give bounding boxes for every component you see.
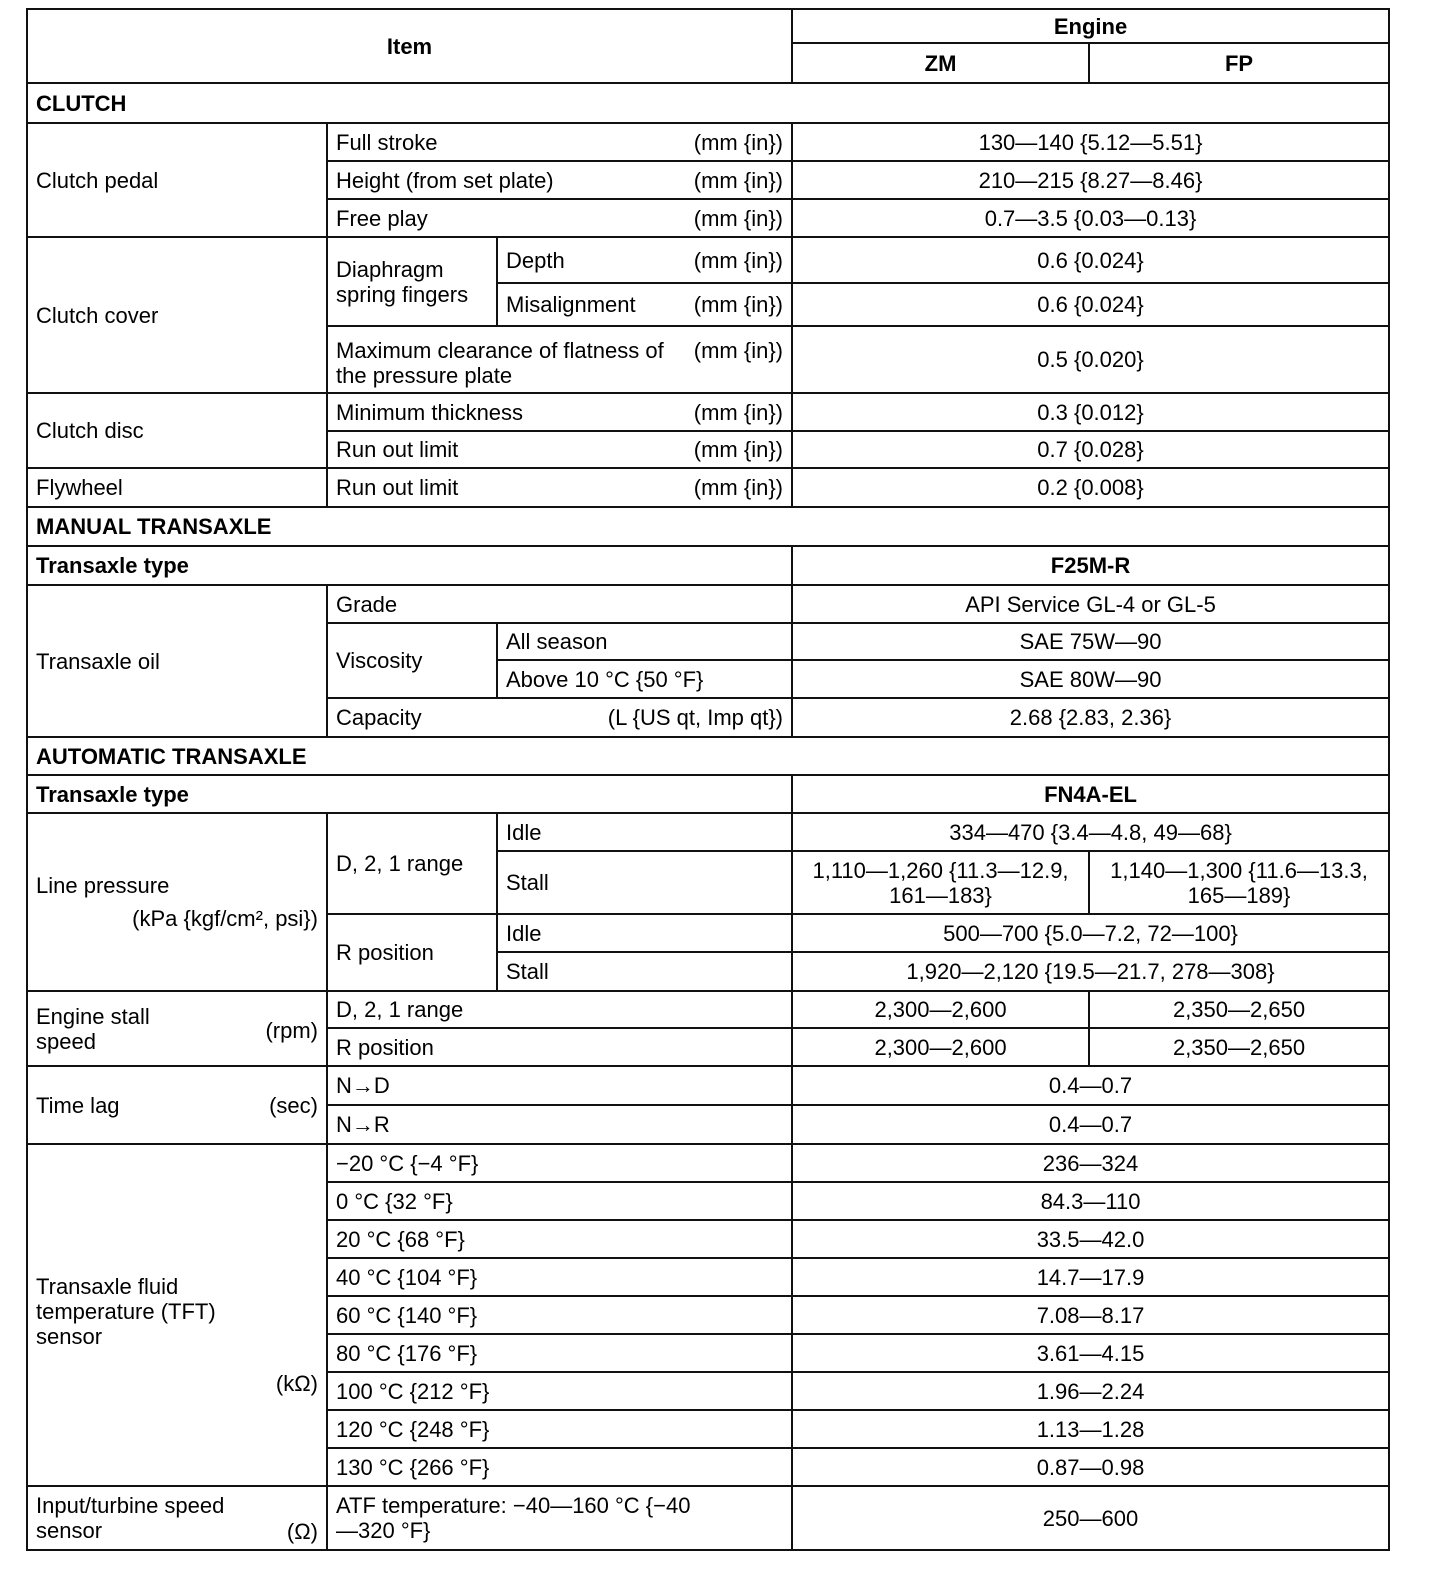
spec-value: 2.68 {2.83, 2.36} bbox=[792, 698, 1389, 737]
spec-unit: (sec) bbox=[269, 1092, 318, 1118]
table-cell bbox=[497, 237, 792, 283]
spec-value-zm: 2,300—2,600 bbox=[792, 991, 1089, 1028]
transaxle-type-label: Transaxle type bbox=[27, 546, 792, 585]
spec-value: 1,920—2,120 {19.5—21.7, 278—308} bbox=[792, 952, 1389, 991]
spec-label: Depth bbox=[506, 247, 565, 273]
transaxle-type-label: Transaxle type bbox=[27, 775, 792, 813]
spec-unit: (mm {in}) bbox=[693, 399, 784, 425]
transaxle-type-value: F25M-R bbox=[792, 546, 1389, 585]
spec-label: Idle bbox=[497, 914, 792, 952]
spec-unit: (kΩ) bbox=[275, 1371, 318, 1396]
spec-name bbox=[327, 123, 792, 161]
line-pressure-cell bbox=[27, 813, 327, 991]
spec-value: 84.3—110 bbox=[792, 1182, 1389, 1220]
spec-value: 236—324 bbox=[792, 1144, 1389, 1182]
spec-value-fp: 1,140—1,300 {11.6—13.3, 165—189} bbox=[1089, 851, 1389, 914]
spec-unit: (rpm) bbox=[265, 1017, 318, 1043]
clutch-disc-label: Clutch disc bbox=[27, 393, 327, 468]
spec-value: 130—140 {5.12—5.51} bbox=[792, 123, 1389, 161]
specification-table bbox=[26, 8, 1390, 1551]
spec-value: SAE 75W—90 bbox=[792, 623, 1389, 660]
spec-unit: (mm {in}) bbox=[693, 292, 784, 317]
spec-label: Stall bbox=[497, 952, 792, 991]
spec-value: SAE 80W—90 bbox=[792, 660, 1389, 698]
spec-label: 0 °C {32 °F} bbox=[327, 1182, 792, 1220]
spec-value: 0.4—0.7 bbox=[792, 1066, 1389, 1105]
spec-unit: (mm {in}) bbox=[693, 437, 784, 462]
spec-unit: (Ω) bbox=[286, 1518, 318, 1544]
spec-label: 120 °C {248 °F} bbox=[327, 1410, 792, 1448]
time-lag-label: Time lag bbox=[36, 1092, 120, 1118]
spec-value: 0.4—0.7 bbox=[792, 1105, 1389, 1144]
spec-label: Run out limit bbox=[336, 437, 459, 462]
spec-label: Full stroke bbox=[336, 129, 438, 155]
spec-value-zm: 2,300—2,600 bbox=[792, 1028, 1089, 1066]
transaxle-oil-label: Transaxle oil bbox=[27, 585, 327, 737]
table-cell bbox=[327, 199, 792, 237]
spec-unit: (mm {in}) bbox=[693, 129, 784, 155]
spec-value-fp: 2,350—2,650 bbox=[1089, 991, 1389, 1028]
line-pressure-unit: (kPa {kgf/cm², psi}) bbox=[132, 906, 318, 931]
spec-label: 20 °C {68 °F} bbox=[327, 1220, 792, 1258]
flywheel-label: Flywheel bbox=[27, 468, 327, 507]
spec-label: Maximum clearance of flatness of the pressure plate bbox=[336, 338, 664, 388]
spec-unit: (mm {in}) bbox=[693, 167, 784, 193]
turbine-cell bbox=[27, 1486, 327, 1550]
table-cell bbox=[327, 431, 792, 468]
table-cell bbox=[497, 283, 792, 326]
spec-label: 40 °C {104 °F} bbox=[327, 1258, 792, 1296]
table-cell bbox=[327, 1486, 792, 1550]
line-pressure-label: Line pressure bbox=[36, 873, 170, 898]
spec-unit: (mm {in}) bbox=[693, 475, 784, 500]
clutch-cover-label: Clutch cover bbox=[27, 237, 327, 393]
d21-range-label: D, 2, 1 range bbox=[327, 813, 497, 914]
table-cell bbox=[327, 393, 792, 431]
viscosity-label: Viscosity bbox=[327, 623, 497, 698]
spec-value-fp: 2,350—2,650 bbox=[1089, 1028, 1389, 1066]
spec-value: 7.08—8.17 bbox=[792, 1296, 1389, 1334]
clutch-pedal-label: Clutch pedal bbox=[27, 123, 327, 237]
spec-value: 0.6 {0.024} bbox=[792, 237, 1389, 283]
spec-value: 1.96—2.24 bbox=[792, 1372, 1389, 1410]
spec-value: 500—700 {5.0—7.2, 72—100} bbox=[792, 914, 1389, 952]
stall-speed-label: Engine stall speed bbox=[36, 1003, 150, 1054]
spec-value: API Service GL-4 or GL-5 bbox=[792, 585, 1389, 623]
spec-value: 210—215 {8.27—8.46} bbox=[792, 161, 1389, 199]
transaxle-type-value: FN4A-EL bbox=[792, 775, 1389, 813]
spec-label: Run out limit bbox=[336, 475, 459, 500]
spec-label: N→D bbox=[327, 1066, 792, 1105]
spec-value: 0.7 {0.028} bbox=[792, 431, 1389, 468]
header-fp: FP bbox=[1089, 43, 1389, 83]
spec-label: −20 °C {−4 °F} bbox=[327, 1144, 792, 1182]
spec-unit: (mm {in}) bbox=[693, 247, 784, 273]
spec-value: 0.7—3.5 {0.03—0.13} bbox=[792, 199, 1389, 237]
table-cell bbox=[327, 468, 792, 507]
section-automatic-transaxle: AUTOMATIC TRANSAXLE bbox=[27, 737, 1389, 775]
spec-label: 60 °C {140 °F} bbox=[327, 1296, 792, 1334]
spec-value: 334—470 {3.4—4.8, 49—68} bbox=[792, 813, 1389, 851]
spec-label: 100 °C {212 °F} bbox=[327, 1372, 792, 1410]
r-position-label: R position bbox=[327, 914, 497, 991]
spec-label: 130 °C {266 °F} bbox=[327, 1448, 792, 1486]
spec-label: Height (from set plate) bbox=[336, 167, 554, 193]
spec-label: Idle bbox=[497, 813, 792, 851]
spec-label: Grade bbox=[327, 585, 792, 623]
spec-label: Stall bbox=[497, 851, 792, 914]
spec-label: Above 10 °C {50 °F} bbox=[497, 660, 792, 698]
spec-label: All season bbox=[497, 623, 792, 660]
spec-label: Minimum thickness bbox=[336, 399, 524, 425]
spec-value: 3.61—4.15 bbox=[792, 1334, 1389, 1372]
spec-label: Misalignment bbox=[506, 292, 636, 317]
spec-value: 0.5 {0.020} bbox=[792, 326, 1389, 393]
spec-value: 33.5—42.0 bbox=[792, 1220, 1389, 1258]
spec-label: Free play bbox=[336, 205, 428, 231]
spec-label: D, 2, 1 range bbox=[327, 991, 792, 1028]
diaphragm-label: Diaphragm spring fingers bbox=[327, 237, 497, 326]
spec-unit: (mm {in}) bbox=[693, 205, 784, 231]
stall-speed-cell bbox=[27, 991, 327, 1066]
time-lag-cell bbox=[27, 1066, 327, 1144]
header-zm: ZM bbox=[792, 43, 1089, 83]
spec-label: N→R bbox=[327, 1105, 792, 1144]
table-cell bbox=[327, 698, 792, 737]
spec-value: 0.2 {0.008} bbox=[792, 468, 1389, 507]
table-cell bbox=[327, 326, 792, 393]
spec-value: 0.6 {0.024} bbox=[792, 283, 1389, 326]
spec-label: 80 °C {176 °F} bbox=[327, 1334, 792, 1372]
spec-value: 0.3 {0.012} bbox=[792, 393, 1389, 431]
tft-cell bbox=[27, 1144, 327, 1486]
spec-label: Capacity bbox=[336, 705, 422, 730]
spec-unit: (mm {in}) bbox=[693, 338, 784, 363]
section-clutch: CLUTCH bbox=[27, 83, 1389, 123]
spec-value: 14.7—17.9 bbox=[792, 1258, 1389, 1296]
table-cell bbox=[327, 161, 792, 199]
header-item: Item bbox=[27, 9, 792, 83]
spec-value: 0.87—0.98 bbox=[792, 1448, 1389, 1486]
spec-unit: (L {US qt, Imp qt}) bbox=[607, 705, 784, 730]
tft-label: Transaxle fluid temperature (TFT) sensor bbox=[36, 1274, 216, 1349]
spec-label: R position bbox=[327, 1028, 792, 1066]
spec-label: ATF temperature: −40—160 °C {−40—320 °F} bbox=[336, 1493, 691, 1543]
header-engine: Engine bbox=[792, 9, 1389, 43]
spec-value: 250—600 bbox=[792, 1486, 1389, 1550]
spec-value: 1.13—1.28 bbox=[792, 1410, 1389, 1448]
spec-value-zm: 1,110—1,260 {11.3—12.9, 161—183} bbox=[792, 851, 1089, 914]
turbine-label: Input/turbine speed sensor bbox=[36, 1492, 225, 1543]
section-manual-transaxle: MANUAL TRANSAXLE bbox=[27, 507, 1389, 546]
